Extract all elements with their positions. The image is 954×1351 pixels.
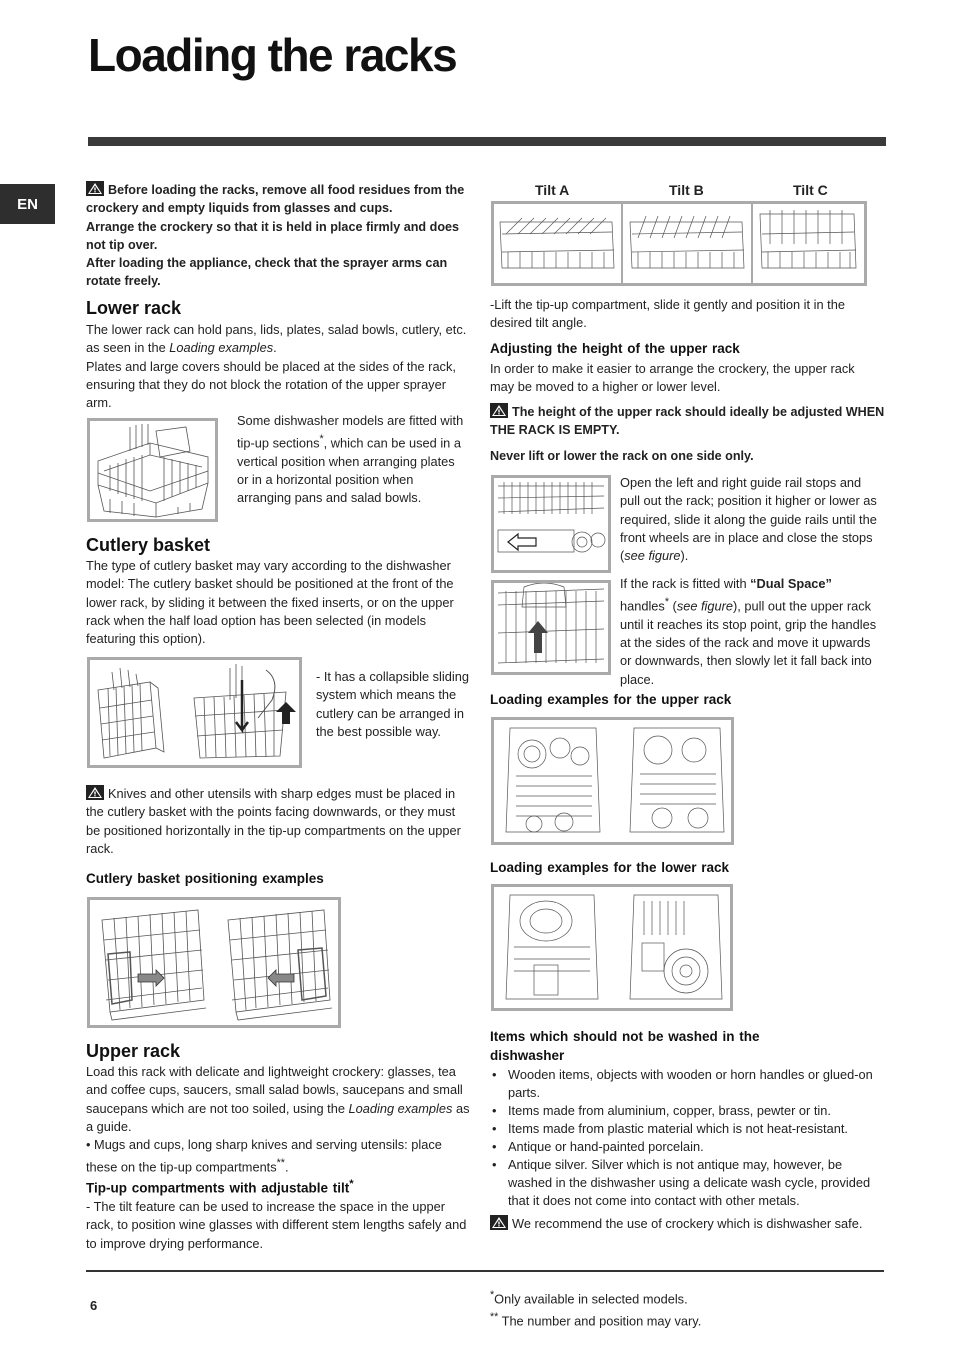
lower-rack-illustration (90, 421, 215, 519)
adjust-warning-text: The height of the upper rack should ideally be adjusted WHEN THE RACK IS EMPTY. (490, 405, 885, 438)
warning-triangle-icon (490, 1215, 508, 1230)
lower-rack-p1: The lower rack can hold pans, lids, plates, salad bowls, cutlery, etc. as seen in the (86, 322, 467, 356)
see-figure-ref: see figure (624, 548, 681, 564)
warning-triangle-icon (86, 785, 104, 800)
dual-space-illustration (494, 583, 608, 672)
adjust-heading: Adjusting the height of the upper rack (490, 341, 740, 356)
guide-text-end: ). (680, 548, 689, 564)
tip-up-text-start: Some dishwasher models are fitted with tip-up sections (237, 413, 464, 451)
list-item: • Wooden items, objects with wooden or horn handles or glued-on parts. (490, 1066, 880, 1102)
guide-rail-figure (491, 475, 611, 573)
adjust-text: In order to make it easier to arrange the crockery, the upper rack may be moved to a higher or lower level. (490, 361, 855, 395)
upper-examples-heading: Loading examples for the upper rack (490, 692, 732, 707)
not-washed-heading: Items which should not be washed in the dishwasher (490, 1029, 760, 1063)
tilt-a-label: Tilt A (535, 182, 570, 198)
lower-examples-figure (491, 884, 733, 1011)
lower-rack-heading: Lower rack (86, 298, 182, 318)
tilt-text: - The tilt feature can be used to increase the space in the upper rack, to position wine glasses with different stem lengths safely and to improve drying performance. (86, 1199, 467, 1251)
adjust-warning (490, 403, 885, 440)
dual-space-label: “Dual Space” (750, 576, 832, 591)
guide-rail-illustration (494, 478, 608, 570)
upper-rack-p2: • Mugs and cups, long sharp knives and serving utensils: place these on the tip-up compartments (86, 1137, 442, 1175)
lower-examples-heading: Loading examples for the lower rack (490, 860, 730, 875)
tilt-figure (491, 201, 867, 286)
dual-text-end: ), pull out the upper rack until it reaches its stop point, grip the handles at the sides of the rack and move it upwards or downwards, then slowly let it fall back into place. (620, 598, 877, 687)
footnote-mark: * (349, 1178, 354, 1190)
list-item: • Items made from plastic material which is not heat-resistant. (490, 1120, 880, 1138)
dual-paren: ( (668, 598, 677, 614)
title-divider (88, 137, 886, 146)
warning-triangle-icon (86, 181, 104, 196)
upper-rack-p1-end: as a guide. (86, 1100, 470, 1134)
list-item: • Items made from aluminium, copper, brass, pewter or tin. (490, 1102, 880, 1120)
upper-examples-illustration (494, 720, 731, 842)
loading-examples-ref: Loading examples (348, 1100, 453, 1116)
footnote-mark: * (319, 433, 324, 446)
footer-divider (86, 1270, 884, 1272)
footnote-mark: ** (276, 1157, 285, 1170)
upper-rack-p2-end: . (284, 1159, 289, 1175)
collapsible-text: - It has a collapsible sliding system which means the cutlery can be arranged in the best possible way. (316, 669, 469, 739)
tilt-b-label: Tilt B (669, 182, 704, 198)
lower-rack-text (86, 321, 471, 412)
guide-text-start: Open the left and right guide rail stops and pull out the rack; position it higher or lower as required, slide it along the guide rails until the front wheels are in place and close the stops ( (620, 475, 877, 564)
intro-warning-line1: Before loading the racks, remove all food residues from the crockery and empty liquids from glasses and cups. (86, 183, 465, 216)
upper-rack-p1: Load this rack with delicate and lightweight crockery: glasses, tea and coffee cups, saucers, small salad bowls, saucepans and small saucepans which are not too soiled, using the (86, 1064, 463, 1116)
footnote-2: The number and position may vary. (498, 1313, 702, 1329)
footnote-mark: ** (490, 1311, 499, 1324)
cutlery-basket-heading: Cutlery basket (86, 535, 211, 555)
page-number: 6 (90, 1298, 98, 1313)
see-figure-ref: see figure (676, 598, 734, 614)
language-tab: EN (0, 184, 55, 224)
recommend-note (490, 1215, 875, 1233)
warning-triangle-icon (490, 403, 508, 418)
guide-rail-text (620, 474, 880, 565)
footnote-mark: * (664, 596, 669, 609)
page-title: Loading the racks (88, 29, 457, 81)
tip-up-text-end: , which can be used in a vertical position when arranging plates or in a horizontal position when arranging pans and salad bowls. (237, 435, 461, 506)
list-item: • Antique silver. Silver which is not antique may, however, be washed in the dishwasher using a delicate wash cycle, provided that it does not come into contact with other metals. (490, 1156, 880, 1210)
tilt-illustration (494, 204, 864, 283)
cutlery-basket-figure (87, 657, 302, 768)
cutlery-basket-illustration (90, 660, 299, 765)
tilt-c-label: Tilt C (793, 182, 828, 198)
upper-examples-figure (491, 717, 734, 845)
intro-warning (86, 181, 471, 291)
footnotes (490, 1286, 701, 1331)
positioning-heading: Cutlery basket positioning examples (86, 871, 324, 886)
lower-examples-illustration (494, 887, 730, 1008)
recommend-text: We recommend the use of crockery which is dishwasher safe. (512, 1216, 863, 1231)
upper-rack-heading: Upper rack (86, 1041, 181, 1061)
loading-examples-ref: Loading examples (169, 340, 274, 356)
intro-warning-line3: After loading the appliance, check that the sprayer arms can rotate freely. (86, 256, 448, 289)
lower-rack-figure (87, 418, 218, 522)
never-lift-text: Never lift or lower the rack on one side only. (490, 449, 754, 463)
dual-space-text (620, 575, 882, 689)
tip-up-sections-text (237, 412, 469, 508)
tilt-instruction: -Lift the tip-up compartment, slide it gently and position it in the desired tilt angle. (490, 297, 845, 331)
cutlery-positioning-illustration (90, 900, 338, 1025)
knives-warning-text: Knives and other utensils with sharp edges must be placed in the cutlery basket with the points facing downwards, or they must be positioned horizontally in the tip-up compartments on the upper rack. (86, 786, 461, 856)
intro-warning-line2: Arrange the crockery so that it is held in place firmly and does not tip over. (86, 219, 460, 252)
dual-handles: handles (620, 598, 665, 614)
tilt-heading (86, 1178, 354, 1196)
list-item: • Antique or hand-painted porcelain. (490, 1138, 880, 1156)
footnote-1: Only available in selected models. (494, 1291, 688, 1307)
cutlery-positioning-figure (87, 897, 341, 1028)
not-washed-list (490, 1066, 880, 1210)
lower-rack-p2: Plates and large covers should be placed at the sides of the rack, ensuring that they do not block the rotation of the upper sprayer arm. (86, 358, 456, 411)
cutlery-basket-text: The type of cutlery basket may vary according to the dishwasher model: The cutlery basket should be positioned at the front of the lower rack, by sliding it between the fixed inserts, or on the upper rack when the half load option has been selected (in models featuring this option). (86, 558, 454, 647)
dual-text-start: If the rack is fitted with (620, 576, 751, 591)
dual-space-figure (491, 580, 611, 675)
upper-rack-text (86, 1063, 471, 1177)
knives-warning (86, 785, 471, 858)
footnote-mark: * (490, 1289, 495, 1301)
lower-rack-p1-end: . (273, 340, 277, 356)
tilt-heading-text: Tip-up compartments with adjustable tilt (86, 1180, 350, 1196)
